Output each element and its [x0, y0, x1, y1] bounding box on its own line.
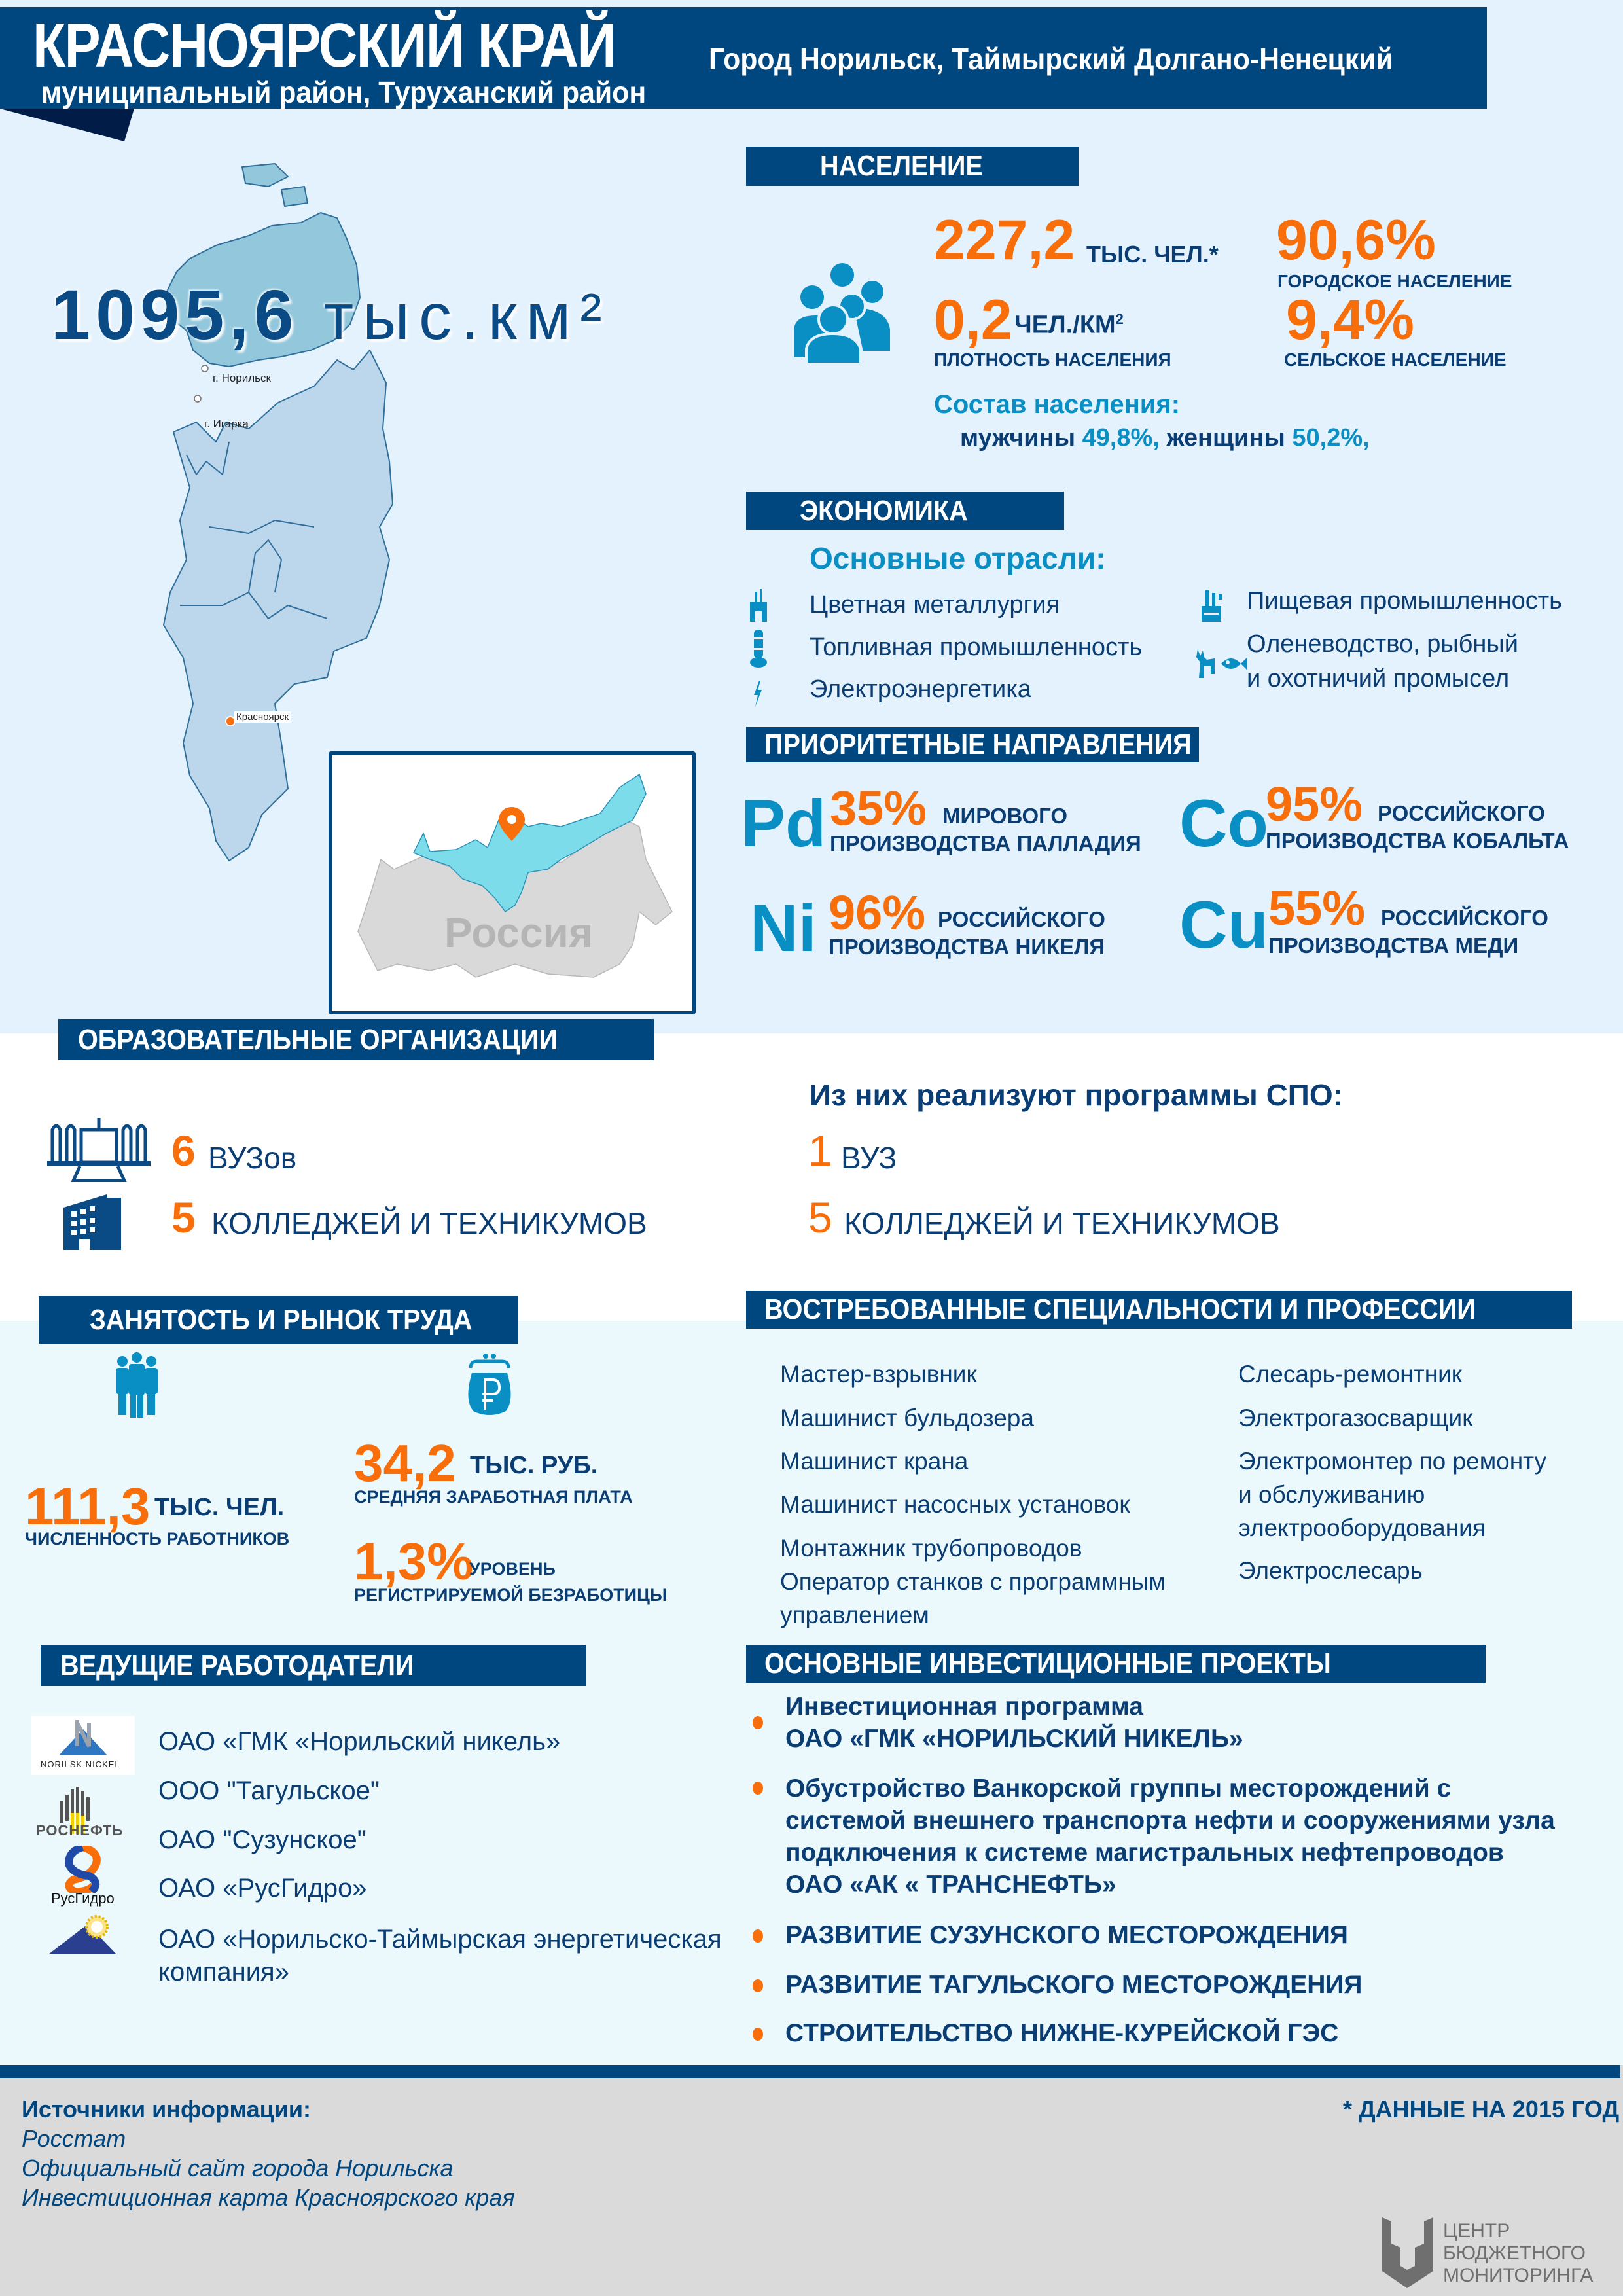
workers-unit: ТЫС. ЧЕЛ. — [154, 1494, 285, 1521]
norilsk-marker — [202, 365, 208, 372]
priority-line2-ni: ПРОИЗВОДСТВА НИКЕЛЯ — [829, 935, 1105, 959]
universities-label: ВУЗов — [208, 1141, 297, 1175]
ruble-wallet-icon — [465, 1354, 514, 1416]
investment-project: СТРОИТЕЛЬСТВО НИЖНЕ-КУРЕЙСКОЙ ГЭС — [785, 2019, 1339, 2047]
krasnoyarsk-marker — [226, 717, 235, 726]
ntek-logo — [48, 1914, 116, 1956]
profession-item: Слесарь-ремонтник — [1238, 1361, 1462, 1388]
unemployment-line2: РЕГИСТРИРУЕМОЙ БЕЗРАБОТИЦЫ — [354, 1585, 668, 1605]
area-value: 1095,6 тыс.км² — [51, 275, 611, 354]
city-label-krasnoyarsk: Красноярск — [234, 711, 291, 723]
spo-colleges-count: 5 — [808, 1193, 832, 1242]
population-total-value: 227,2 — [934, 209, 1075, 272]
rushydro-logo-mark — [63, 1846, 102, 1893]
priority-value-co: 95% — [1266, 777, 1363, 831]
universities-count: 6 — [171, 1126, 196, 1175]
factory-icon — [750, 589, 767, 622]
budget-monitoring-center-logo — [1382, 2217, 1433, 2288]
profession-item: Электрогазосварщик — [1238, 1405, 1473, 1431]
economy-item-energy: Электроэнергетика — [810, 675, 1031, 703]
lightning-icon — [753, 681, 763, 707]
population-total-unit: ТЫС. ЧЕЛ.* — [1086, 241, 1219, 268]
investment-project: РАЗВИТИЕ СУЗУНСКОГО МЕСТОРОЖДЕНИЯ — [785, 1921, 1348, 1949]
priority-line1-ni: РОССИЙСКОГО — [938, 907, 1105, 931]
urban-population-value: 90,6% — [1276, 209, 1436, 272]
employer-item: ОАО "Сузунское" — [158, 1825, 366, 1854]
igarka-marker — [194, 395, 201, 402]
source-item[interactable]: Росстат — [22, 2125, 126, 2152]
norilsk-nickel-logo: NORILSK NICKEL — [31, 1716, 135, 1775]
source-item[interactable]: Инвестиционная карта Красноярского края — [22, 2184, 515, 2211]
bullet-icon — [753, 1979, 763, 1992]
rushydro-logo-text: РусГидро — [51, 1890, 115, 1907]
deer-fish-icon — [1195, 648, 1247, 681]
population-composition: мужчины 49,8%, женщины 50,2%, — [960, 424, 1370, 452]
bullet-icon — [753, 1929, 763, 1943]
bullet-icon — [753, 1716, 763, 1729]
priority-line1-pd: МИРОВОГО — [942, 804, 1068, 828]
section-header-economy: ЭКОНОМИКА — [746, 492, 1064, 530]
section-header-education: ОБРАЗОВАТЕЛЬНЫЕ ОРГАНИЗАЦИИ — [58, 1019, 654, 1060]
section-header-priorities: ПРИОРИТЕТНЫЕ НАПРАВЛЕНИЯ — [746, 727, 1199, 762]
profession-item: и обслуживанию — [1238, 1481, 1425, 1508]
colleges-count: 5 — [171, 1193, 196, 1242]
element-symbol-pd: Pd — [741, 786, 827, 861]
section-header-professions: ВОСТРЕБОВАННЫЕ СПЕЦИАЛЬНОСТИ И ПРОФЕССИИ — [746, 1291, 1572, 1329]
priority-line2-co: ПРОИЗВОДСТВА КОБАЛЬТА — [1266, 829, 1569, 853]
source-item[interactable]: Официальный сайт города Норильска — [22, 2155, 454, 2181]
russia-inset-map — [329, 751, 696, 1014]
profession-item: Машинист насосных установок — [780, 1491, 1130, 1518]
section-header-investments: ОСНОВНЫЕ ИНВЕСТИЦИОННЫЕ ПРОЕКТЫ — [746, 1645, 1486, 1683]
economy-item-reindeer-line2: и охотничий промысел — [1247, 665, 1510, 692]
density-label: ПЛОТНОСТЬ НАСЕЛЕНИЯ — [934, 350, 1171, 370]
employer-item: ООО "Тагульское" — [158, 1776, 380, 1805]
economy-subtitle: Основные отрасли: — [810, 541, 1106, 575]
section-header-employers: ВЕДУЩИЕ РАБОТОДАТЕЛИ — [41, 1645, 586, 1686]
data-year-note: * ДАННЫЕ НА 2015 ГОД — [1343, 2096, 1620, 2123]
spo-colleges-label: КОЛЛЕДЖЕЙ И ТЕХНИКУМОВ — [844, 1206, 1280, 1240]
people-group-icon — [790, 260, 896, 364]
fuel-tank-icon — [750, 630, 767, 668]
unemployment-value: 1,3% — [354, 1532, 474, 1590]
workers-icon — [115, 1352, 159, 1418]
profession-item: Машинист бульдозера — [780, 1405, 1034, 1431]
bullet-icon — [753, 1782, 763, 1795]
element-symbol-cu: Cu — [1179, 888, 1268, 962]
sources-title: Источники информации: — [22, 2096, 312, 2123]
employer-item: ОАО «ГМК «Норильский никель» — [158, 1727, 561, 1756]
unemployment-line1: УРОВЕНЬ — [469, 1559, 556, 1579]
investment-project: РАЗВИТИЕ ТАГУЛЬСКОГО МЕСТОРОЖДЕНИЯ — [785, 1971, 1363, 1999]
urban-population-label: ГОРОДСКОЕ НАСЕЛЕНИЕ — [1277, 271, 1512, 291]
map-north-islands — [242, 164, 308, 206]
page-header — [0, 7, 1487, 109]
priority-value-ni: 96% — [829, 886, 926, 940]
economy-item-fuel: Топливная промышленность — [810, 634, 1143, 661]
spo-title: Из них реализуют программы СПО: — [810, 1078, 1343, 1112]
profession-item: Электрослесарь — [1238, 1557, 1423, 1584]
profession-item: Мастер-взрывник — [780, 1361, 977, 1388]
section-header-population: НАСЕЛЕНИЕ — [746, 147, 1079, 186]
density-unit: $ЧЕЛ./КМ^2$ — [1014, 311, 1124, 339]
workers-value: 111,3 — [25, 1477, 151, 1535]
page-subtitle-line1: Город Норильск, Таймырский Долгано-Ненецкий — [709, 42, 1393, 76]
college-building-icon — [62, 1194, 124, 1250]
rural-population-label: СЕЛЬСКОЕ НАСЕЛЕНИЕ — [1284, 350, 1507, 370]
spo-universities-label: ВУЗ — [841, 1141, 897, 1175]
page-title: КРАСНОЯРСКИЙ КРАЙ — [33, 10, 616, 81]
bullet-icon — [753, 2028, 763, 2041]
profession-item: Машинист крана — [780, 1448, 969, 1475]
priority-line1-co: РОССИЙСКОГО — [1378, 801, 1545, 825]
employer-item: компания» — [158, 1958, 289, 1986]
profession-item: управлением — [780, 1602, 929, 1628]
city-label-norilsk: г. Норильск — [213, 372, 271, 384]
priority-line1-cu: РОССИЙСКОГО — [1381, 906, 1548, 930]
salary-unit: ТЫС. РУБ. — [470, 1452, 598, 1479]
density-value: 0,2 — [934, 289, 1012, 351]
salary-label: СРЕДНЯЯ ЗАРАБОТНАЯ ПЛАТА — [354, 1487, 633, 1507]
profession-item: Электромонтер по ремонту — [1238, 1448, 1547, 1475]
footer-bar — [0, 2065, 1620, 2078]
element-symbol-co: Co — [1179, 786, 1268, 861]
priority-value-pd: 35% — [830, 781, 927, 835]
employer-item: ОАО «РусГидро» — [158, 1874, 367, 1903]
priority-value-cu: 55% — [1268, 881, 1366, 935]
inset-label: Россия — [444, 909, 594, 956]
food-factory-icon — [1200, 589, 1233, 622]
header-fold — [0, 109, 137, 143]
salary-value: 34,2 — [354, 1434, 456, 1492]
city-label-igarka: г. Игарка — [204, 418, 249, 430]
population-composition-title: Состав населения: — [934, 390, 1181, 419]
profession-item: Оператор станков с программным — [780, 1568, 1166, 1595]
economy-item-metallurgy: Цветная металлургия — [810, 591, 1060, 619]
rosneft-logo-text: РОСНЕФТЬ — [36, 1822, 124, 1839]
investment-project: Инвестиционная программа ОАО «ГМК «НОРИЛЬСКИЙ НИКЕЛЬ» — [785, 1693, 1243, 1753]
priority-line2-cu: ПРОИЗВОДСТВА МЕДИ — [1268, 933, 1519, 958]
rural-population-value: 9,4% — [1286, 289, 1415, 351]
workers-label: ЧИСЛЕННОСТЬ РАБОТНИКОВ — [25, 1529, 290, 1549]
employer-item: ОАО «Норильско-Таймырская энергетическая — [158, 1925, 722, 1954]
profession-item: Монтажник трубопроводов — [780, 1535, 1082, 1562]
profession-item: электрооборудования — [1238, 1515, 1486, 1541]
economy-item-reindeer-line1: Оленеводство, рыбный — [1247, 630, 1518, 658]
spo-universities-count: 1 — [808, 1126, 832, 1175]
colleges-label: КОЛЛЕДЖЕЙ И ТЕХНИКУМОВ — [211, 1206, 647, 1240]
university-icon — [47, 1117, 151, 1182]
page-subtitle-line2: муниципальный район, Туруханский район — [41, 75, 647, 109]
section-header-employment: ЗАНЯТОСТЬ И РЫНОК ТРУДА — [39, 1296, 518, 1344]
investment-project: Обустройство Ванкорской группы месторождений с системой внешнего транспорта нефти и сооружениями узла подключения к системе магистральных нефтепроводов ОАО «АК « ТРАНСНЕФТЬ» — [785, 1774, 1555, 1899]
budget-monitoring-center-name: ЦЕНТР БЮДЖЕТНОГО МОНИТОРИНГА — [1443, 2220, 1594, 2286]
element-symbol-ni: Ni — [750, 891, 817, 965]
economy-item-food: Пищевая промышленность — [1247, 587, 1562, 615]
priority-line2-pd: ПРОИЗВОДСТВА ПАЛЛАДИЯ — [830, 831, 1141, 855]
